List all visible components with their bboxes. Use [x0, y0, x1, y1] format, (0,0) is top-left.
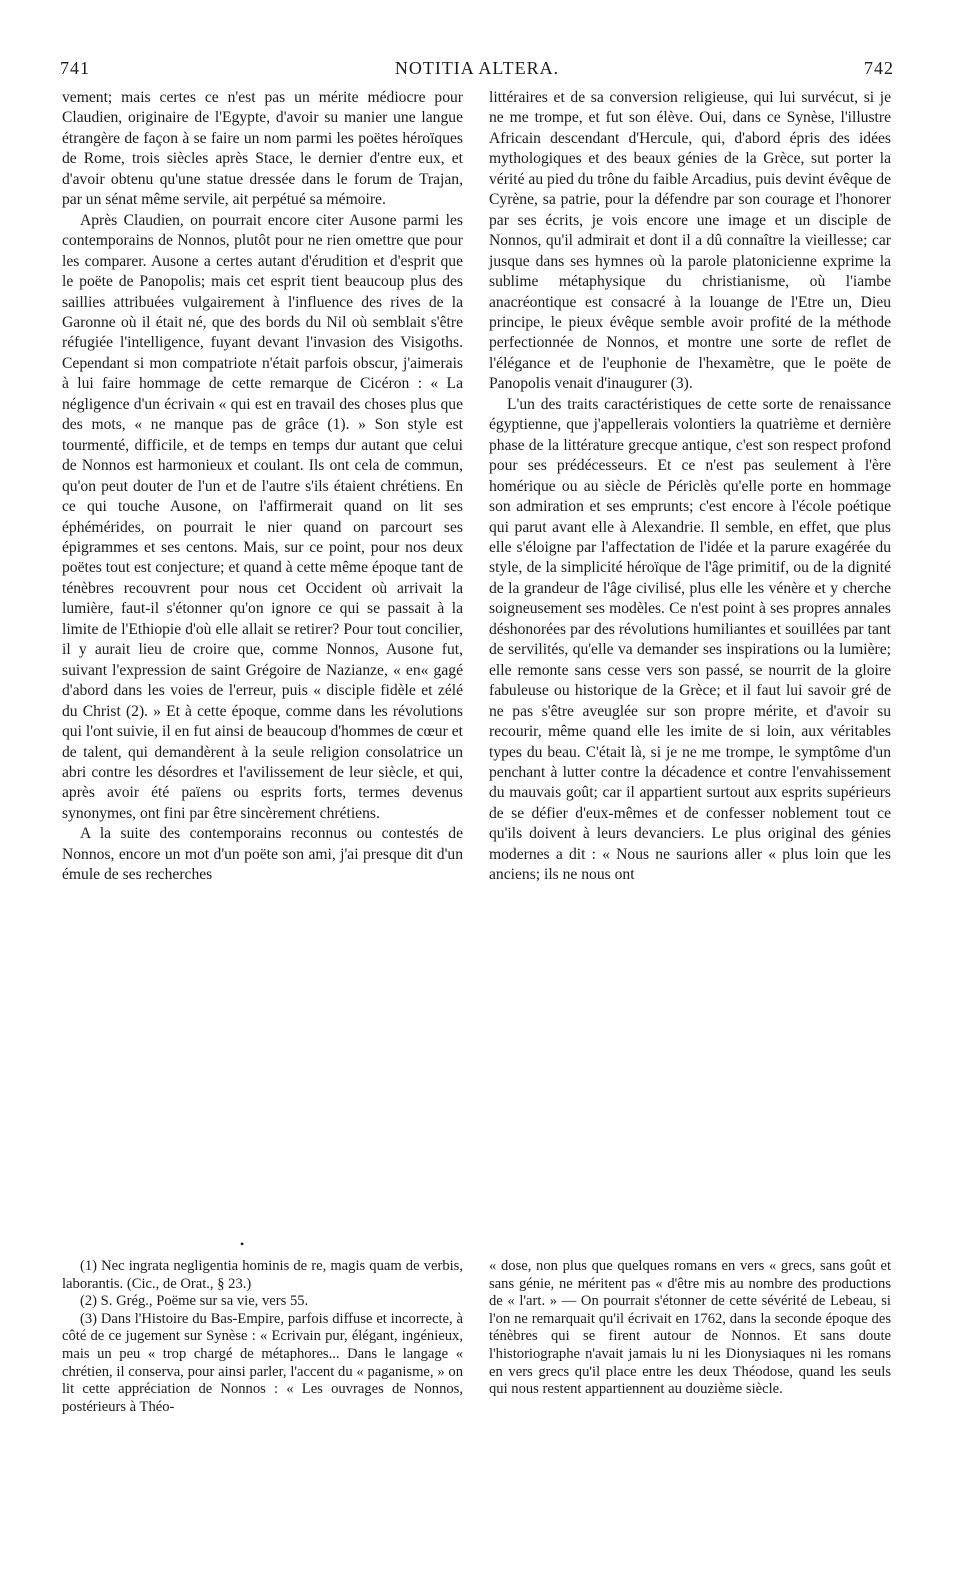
footnote-continuation: « dose, non plus que quelques romans en vers « grecs, sans goût et sans génie, ne méritent pas « d'être mis au nombre des productions de « l'art. » — On pourrait s'étonner de cette sévérité de Lebeau, si l'on ne remarquait qu'il écrivait en 1762, dans la seconde époque des ténèbres qui se firent autour de Nonnos. Et sans doute l'historiographe n'avait jamais lu ni les Dionysiaques ni les romans en vers grecs qu'il place entre les deux Théodose, quand les seuls qui nous restent appartiennent au douzième siècle.	[489, 1258, 891, 1398]
running-header	[60, 58, 894, 82]
footnote: (1) Nec ingrata negligentia hominis de re, magis quam de verbis, laborantis. (Cic., de Orat., § 23.)	[62, 1258, 463, 1292]
paragraph: littéraires et de sa conversion religieuse, qui lui survécut, si je ne me trompe, et fut son élève. Oui, dans ce Synèse, l'illustre Africain descendant d'Hercule, qui, d'abord épris des idées mythologiques et des beaux génies de la Grèce, sut porter la vérité au pied du trône du faible Arcadius, puis devint évêque de Cyrène, sa patrie, pour la défendre par son courage et l'honorer par ses écrits, je vois encore une image et un disciple de Nonnos, qu'il admirait et dont il a dû connaître la vieillesse; car jusque dans ses hymnes où la parole platonicienne exprime la sublime métaphysique du christianisme, où l'iambe anacréontique est consacré à la louange de l'Etre un, Dieu principe, le pieux évêque semble avoir profité de la méthode perfectionnée de Nonnos, et montre une sorte de reflet de l'élégance et de l'euphonie de l'hexamètre, que le poëte de Panopolis venait d'inaugurer (3).	[489, 89, 891, 393]
paragraph: Après Claudien, on pourrait encore citer Ausone parmi les contemporains de Nonnos, plutôt pour ne rien omettre que pour les comparer. Ausone a certes autant d'érudition et d'esprit que le poëte de Panopolis; mais cet esprit tient beaucoup plus des saillies attribuées vulgairement à l'influence des rives de la Garonne où il était né, que des bords du Nil où semblait s'être réfugiée l'intelligence, fuyant devant l'invasion des Visigoths. Cependant si mon compatriote n'était parfois obscur, j'aimerais à lui faire hommage de cette remarque de Cicéron : « La négligence d'un écrivain « qui est en travail des choses plus que des mots, « ne manque pas de grâce (1). » Son style est tourmenté, difficile, et de temps en temps dur autant que celui de Nonnos est harmonieux et coulant. Ils ont cela de commun, qu'on peut douter de l'un et de l'autre s'ils étaient chrétiens. En ce qui touche Ausone, on l'affirmerait quand on lit ses éphémérides, on pourrait le nier quand on parcourt ses épigrammes et ses centons. Mais, sur ce point, pour nos deux poëtes tout est conjecture; et quand à cette même époque tant de ténèbres recouvrent pour nous cet Occident où arrivait la lumière, faut-il s'étonner qu'on ignore ce qui se passait à la limite de l'Ethiopie d'où elle allait se retirer? Pour tout concilier, il y aurait lieu de croire que, comme Nonnos, Ausone fut, suivant l'expression de saint Grégoire de Nazianze, « en« gagé d'abord dans les voies de l'erreur, puis « disciple fidèle et zélé du Christ (2). » Et à cette époque, comme dans les révolutions qui l'ont suivie, il en fut ainsi de beaucoup d'hommes de cœur et de talent, qui demandèrent à la seule religion consolatrice un abri contre les désordres et l'avilissement de leur siècle, et qui, après avoir été païens ou esprits forts, termes devenus synonymes, ont fini par être sincèrement chrétiens.	[62, 211, 463, 822]
running-title: NOTITIA ALTERA.	[394, 58, 560, 78]
left-column	[62, 88, 463, 886]
footnotes-right	[489, 1258, 891, 1399]
page-number-right: 742	[864, 58, 894, 78]
footnote: (3) Dans l'Histoire du Bas-Empire, parfois diffuse et incorrecte, à côté de ce jugement sur Synèse : « Ecrivain pur, élégant, ingénieux, mais un peu « trop chargé de métaphores... Dans le langage « chrétien, il conserva, pour ainsi parler, l'accent du « paganisme, » on lit cette appréciation de Nonnos : « Les ouvrages de Nonnos, postérieurs à Théo-	[62, 1310, 463, 1415]
footnotes-left	[62, 1258, 463, 1416]
paragraph: vement; mais certes ce n'est pas un mérite médiocre pour Claudien, originaire de l'Egypte, d'avoir su manier une langue étrangère de façon à se faire un nom parmi les poëtes héroïques de Rome, trois siècles après Stace, le dernier d'entre eux, et d'avoir obtenu qu'une statue dressée dans le forum de Trajan, par un sénat même servile, ait perpétué sa mémoire.	[62, 89, 463, 209]
paragraph: L'un des traits caractéristiques de cette sorte de renaissance égyptienne, que j'appellerais volontiers la quatrième et dernière phase de la littérature grecque antique, c'est son respect profond pour ses prédécesseurs. Et ce n'est pas seulement à l'ère homérique ou au siècle de Périclès qu'elle porte en hommage son admiration et ses emprunts; c'est encore à l'école poétique qui parut avant elle à Alexandrie. Il semble, en effet, que plus elle s'éloigne par l'affectation de l'idée et la parure exagérée du style, de la simplicité héroïque de l'âge primitif, ou de la dignité de la grandeur de l'âge civilisé, plus elle les vénère et y cherche soigneusement ses modèles. Ce n'est point à ses propres annales déshonorées par des révolutions humiliantes et souillées par tant de servilités, qu'elle va demander ses inspirations ou la lumière; elle remonte sans cesse vers son passé, se nourrit de la gloire fabuleuse ou historique de la Grèce; et il faut lui savoir gré de ne pas s'être aveuglée sur son propre mérite, et d'avoir su recourir, même quand elle les imite de si loin, aux véritables types du beau. C'était là, si je ne me trompe, le symptôme d'un penchant à lutter contre la décadence et contre l'envahissement du mauvais goût; car il appartient surtout aux esprits supérieurs de se défier d'eux-mêmes et de confesser noblement tout ce qu'ils doivent à leurs devanciers. Le plus original des génies modernes a dit : « Nous ne saurions aller « plus loin que les anciens; ils ne nous ont	[489, 395, 891, 884]
page-number-left: 741	[60, 58, 90, 78]
right-column	[489, 88, 891, 886]
paragraph: A la suite des contemporains reconnus ou contestés de Nonnos, encore un mot d'un poëte son ami, j'ai presque dit d'un émule de ses recherches	[62, 825, 463, 884]
separator-dot: •	[240, 1237, 245, 1251]
footnote: (2) S. Grég., Poëme sur sa vie, vers 55.	[80, 1293, 309, 1310]
